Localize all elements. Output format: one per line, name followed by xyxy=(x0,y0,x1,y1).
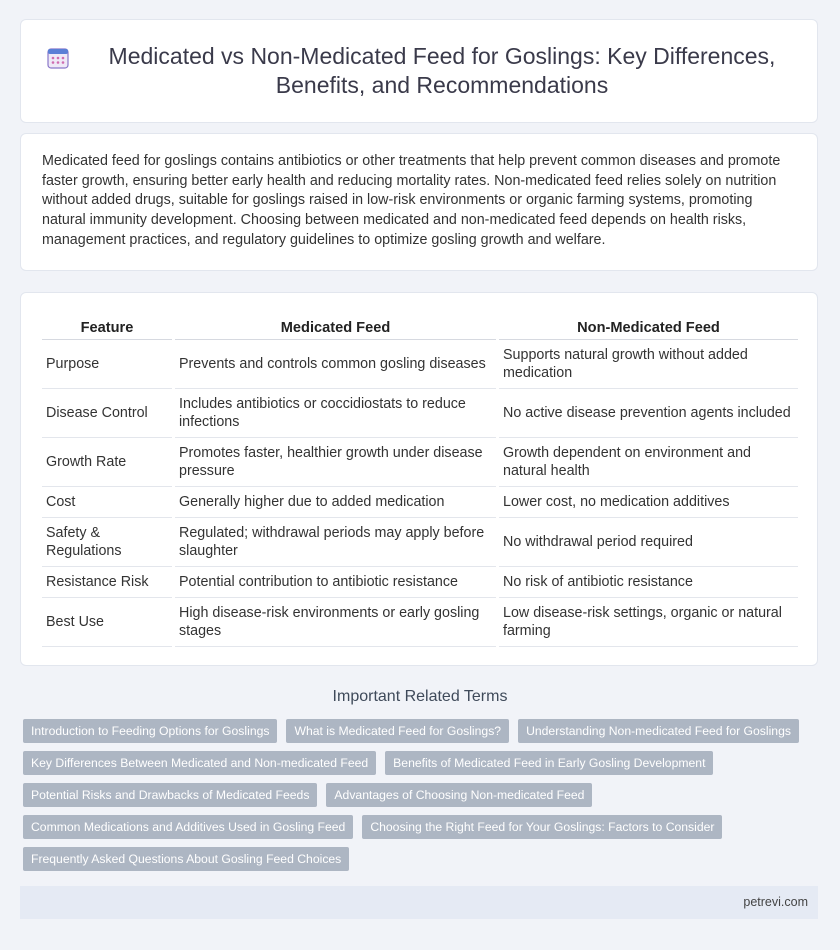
table-row xyxy=(42,340,798,389)
non-medicated-cell: No withdrawal period required xyxy=(499,518,798,567)
related-term-tag[interactable]: Key Differences Between Medicated and Non-medicated Feed xyxy=(23,751,376,775)
related-term-tag[interactable]: Understanding Non-medicated Feed for Goslings xyxy=(518,719,799,743)
non-medicated-cell: Lower cost, no medication additives xyxy=(499,487,798,518)
feature-cell: Best Use xyxy=(42,598,172,647)
related-term-tag[interactable]: What is Medicated Feed for Goslings? xyxy=(286,719,509,743)
non-medicated-cell: No risk of antibiotic resistance xyxy=(499,567,798,598)
related-term-tag[interactable]: Choosing the Right Feed for Your Goslings: Factors to Consider xyxy=(362,815,722,839)
table-row xyxy=(42,487,798,518)
related-term-tag[interactable]: Benefits of Medicated Feed in Early Gosling Development xyxy=(385,751,713,775)
table-row xyxy=(42,438,798,487)
related-term-tag[interactable]: Advantages of Choosing Non-medicated Feed xyxy=(326,783,592,807)
related-term-tag[interactable]: Frequently Asked Questions About Gosling Feed Choices xyxy=(23,847,349,871)
medicated-cell: Prevents and controls common gosling diseases xyxy=(175,340,496,389)
calendar-icon xyxy=(46,46,70,70)
comparison-card xyxy=(20,292,818,666)
related-term-tag[interactable]: Potential Risks and Drawbacks of Medicated Feeds xyxy=(23,783,317,807)
footer-site-link[interactable]: petrevi.com xyxy=(743,895,808,909)
medicated-cell: Potential contribution to antibiotic resistance xyxy=(175,567,496,598)
feature-cell: Purpose xyxy=(42,340,172,389)
medicated-cell: Includes antibiotics or coccidiostats to reduce infections xyxy=(175,389,496,438)
feature-cell: Resistance Risk xyxy=(42,567,172,598)
related-terms-list xyxy=(23,719,813,879)
table-row xyxy=(42,389,798,438)
footer xyxy=(20,886,818,919)
medicated-cell: High disease-risk environments or early gosling stages xyxy=(175,598,496,647)
header-medicated: Medicated Feed xyxy=(175,312,496,340)
page-title: Medicated vs Non-Medicated Feed for Goslings: Key Differences, Benefits, and Recommendations xyxy=(108,43,776,98)
table-header-row xyxy=(42,312,798,340)
related-term-tag[interactable]: Introduction to Feeding Options for Goslings xyxy=(23,719,277,743)
related-terms-heading: Important Related Terms xyxy=(332,688,508,705)
medicated-cell: Promotes faster, healthier growth under disease pressure xyxy=(175,438,496,487)
related-term-tag[interactable]: Common Medications and Additives Used in Gosling Feed xyxy=(23,815,353,839)
feature-cell: Growth Rate xyxy=(42,438,172,487)
non-medicated-cell: Growth dependent on environment and natural health xyxy=(499,438,798,487)
non-medicated-cell: Low disease-risk settings, organic or natural farming xyxy=(499,598,798,647)
non-medicated-cell: No active disease prevention agents included xyxy=(499,389,798,438)
feature-cell: Safety & Regulations xyxy=(42,518,172,567)
non-medicated-cell: Supports natural growth without added medication xyxy=(499,340,798,389)
table-row xyxy=(42,518,798,567)
feature-cell: Cost xyxy=(42,487,172,518)
header-feature: Feature xyxy=(42,312,172,340)
intro-paragraph: Medicated feed for goslings contains antibiotics or other treatments that help prevent common diseases and promote faster growth, ensuring better early health and reducing mortality rates. Non-medicated feed relies solely on nutrition without added drugs, suitable for goslings raised in low-risk environments or organic farming systems, promoting natural immunity development. Choosing between medicated and non-medicated feed depends on health risks, management practices, and regulatory guidelines to optimize gosling growth and welfare. xyxy=(42,153,781,248)
medicated-cell: Generally higher due to added medication xyxy=(175,487,496,518)
header-non-medicated: Non-Medicated Feed xyxy=(499,312,798,340)
feature-cell: Disease Control xyxy=(42,389,172,438)
header-card xyxy=(20,19,818,123)
table-row xyxy=(42,567,798,598)
intro-card xyxy=(20,133,818,271)
comparison-table xyxy=(39,312,801,647)
medicated-cell: Regulated; withdrawal periods may apply before slaughter xyxy=(175,518,496,567)
table-row xyxy=(42,598,798,647)
